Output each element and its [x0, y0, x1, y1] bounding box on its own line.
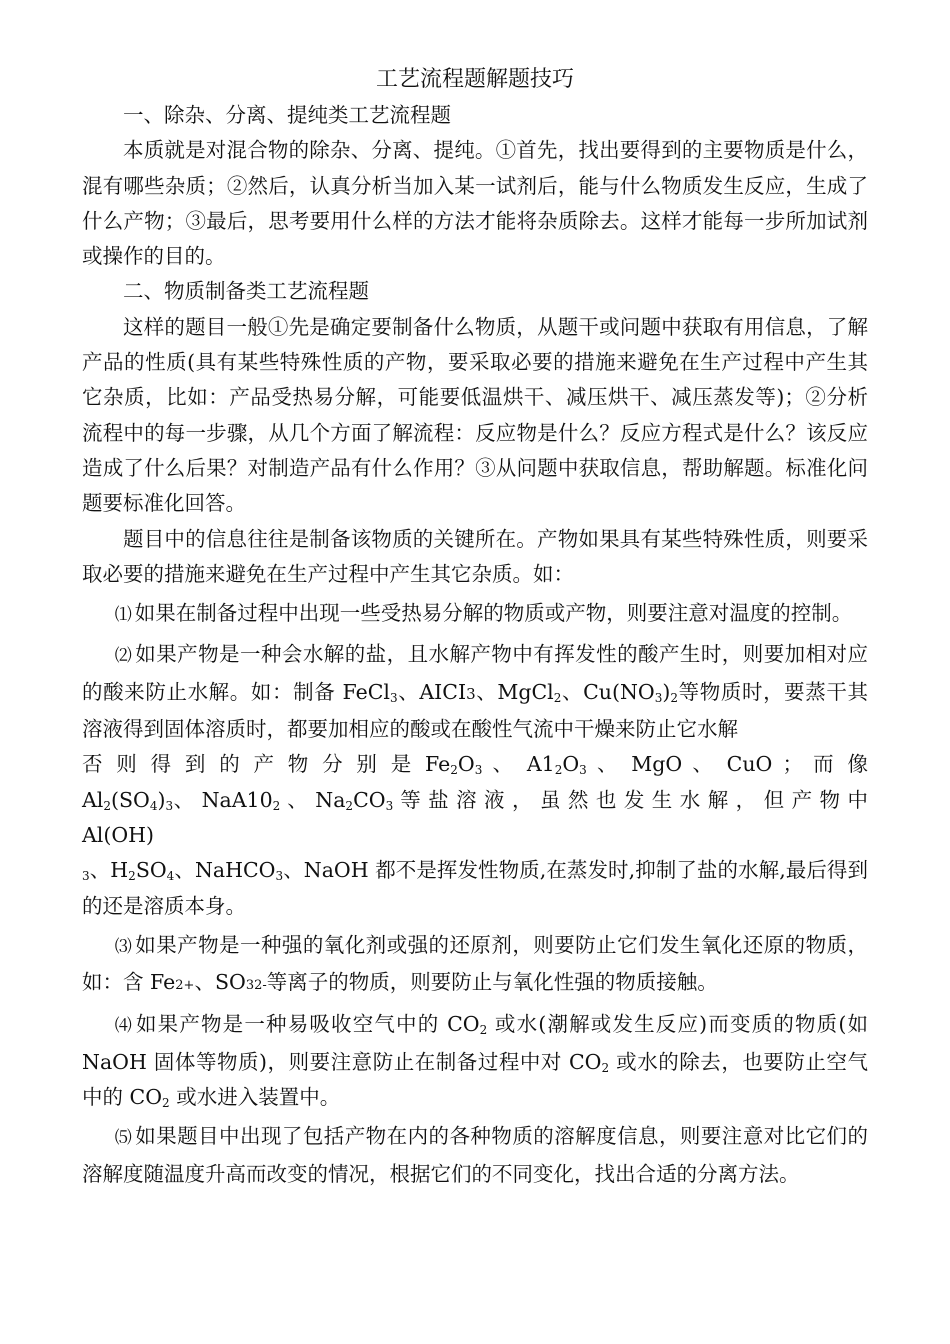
formula-al2o3: $A1_2O_3$ — [526, 752, 587, 778]
item-number: ⑶ — [114, 936, 133, 957]
product-line: 否 则 得 到 的 产 物 分 别 是 $Fe_2O_3$ 、 $A1_2O_3$ 、 MgO 、 CuO ； 而 像 — [82, 752, 868, 778]
formula-fe2o3: $Fe_2O_3$ — [425, 752, 483, 778]
item-text: 如果在制备过程中出现一些受热易分解的物质或产物，则要注意对温度的控制。 — [134, 601, 853, 626]
formula-nahco3: NaHCO$_3$ — [194, 858, 284, 884]
page-title: 工艺流程题解题技巧 — [375, 67, 574, 92]
section1-heading: 一、除杂、分离、提纯类工艺流程题 — [123, 103, 451, 127]
formula-co2: $CO_2$ — [569, 1049, 610, 1075]
salt-line: $Al_2(SO_4)_3$、 $NaA10_2$ 、 $Na_2CO_3$ 等 盐 溶 液 ， 虽 然 也 发 生 水 解 ， 但 产 物 中 Al(OH) — [82, 787, 868, 847]
formula-al2so43: $Al_2(SO_4)_3$ — [82, 787, 174, 813]
formula-so3-2minus: SO32- — [214, 970, 267, 995]
formula-aloh3: Al(OH) — [82, 822, 155, 847]
list-item-5 — [82, 1119, 868, 1192]
nonvolatile-line: $_3$、$H_2SO_4$、NaHCO$_3$、NaOH 都不是挥发性物质,在蒸发时,抑制了盐的水解,最后得到的还是溶质本身。 — [82, 858, 868, 918]
list-item-2: ⑵ 如果产物是一种会水解的盐，且水解产物中有挥发性的酸产生时，则要加相对应的酸来防止水解。如：制备 FeCl$_3$、AICI3、MgCl$_2$、$Cu(NO_3)_2$等物质时，要蒸干其溶液得到固体溶质时，都要加相应的酸或在酸性气流中干燥来防止它水解 否 则 得 到 的 产 物 分 别 是 $Fe_2O_3$ 、 $A1_2O_3$ 、 MgO 、 CuO ； 而 像 $Al_2(SO_4)_3$、 $NaA10_2$ 、 $Na_2CO_3$ 等 盐 溶 液 ， 虽 然 也 发 生 水 解 ， 但 产 物 中 Al(OH) $_3$、$H_2SO_4$、NaHCO$_3$、NaOH 都不是挥发性物质,在蒸发时,抑制了盐的水解,最后得到的还是溶质本身。 — [82, 637, 868, 923]
formula-mgcl2: MgCl$_2$ — [497, 679, 562, 705]
formula-fe2plus: Fe2+ — [150, 970, 195, 995]
formula-cuo: CuO — [726, 752, 773, 777]
section1-body: 本质就是对混合物的除杂、分离、提纯。①首先，找出要得到的主要物质是什么，混有哪些杂质；②然后，认真分析当加入某一试剂后，能与什么物质发生反应，生成了什么产物；③最后，思考要用什么样的方法才能将杂质除去。这样才能每一步所加试剂或操作的目的。 — [82, 138, 868, 269]
section2-intro: 题目中的信息往往是制备该物质的关键所在。产物如果具有某些特殊性质，则要采取必要的措施来避免在生产过程中产生其它杂质。如： — [82, 526, 868, 586]
formula-mgo: MgO — [631, 752, 683, 777]
item-number: ⑷ — [114, 1016, 133, 1037]
formula-cuno32: $Cu(NO_3)_2$ — [583, 679, 678, 705]
section2-body: 这样的题目一般①先是确定要制备什么物质，从题干或问题中获取有用信息，了解产品的性质(具有某些特殊性质的产物，要采取必要的措施来避免在生产过程中产生其它杂质，比如：产品受热易分解，可能要低温烘干、减压烘干、减压蒸发等)；②分析流程中的每一步骤，从几个方面了解流程：反应物是什么？反应方程式是什么？该反应造成了什么后果？对制造产品有什么作用？③从问题中获取信息，帮助解题。标准化问题要标准化回答。 — [82, 314, 868, 516]
formula-fecl3: FeCl$_3$ — [342, 679, 398, 705]
formula-na2co3: $Na_2CO_3$ — [315, 787, 394, 813]
formula-co2: $CO_2$ — [447, 1012, 488, 1038]
formula-h2so4: $H_2SO_4$ — [110, 858, 175, 884]
item-number: ⑴ — [114, 605, 132, 626]
formula-alcl3: AICI3 — [419, 679, 476, 704]
item-number: ⑵ — [114, 646, 133, 667]
list-item-4: ⑷ 如果产物是一种易吸收空气中的 $CO_2$ 或水(潮解或发生反应)而变质的物质(如 NaOH 固体等物质)，则要注意防止在制备过程中对 $CO_2$ 或水的除去，也要防止空气中的 $CO_2$ 或水进入装置中。 — [82, 1012, 869, 1111]
item-text: 如果题目中出现了包括产物在内的各种物质的溶解度信息，则要注意对比它们的溶解度随温度升高而改变的情况，根据它们的不同变化，找出合适的分离方法。 — [82, 1124, 869, 1186]
list-item-3: ⑶ 如果产物是一种强的氧化剂或强的还原剂，则要防止它们发生氧化还原的物质，如：含 Fe2+、SO32-等离子的物质，则要防止与氧化性强的物质接触。 — [82, 932, 869, 995]
section2-heading: 二、物质制备类工艺流程题 — [123, 279, 369, 304]
item-number: ⑸ — [114, 1128, 133, 1149]
formula-naalo2: $NaA10_2$ — [201, 787, 281, 813]
list-item-1 — [82, 596, 868, 633]
formula-co2: $CO_2$ — [129, 1085, 170, 1111]
formula-naoh: NaOH — [303, 858, 369, 883]
